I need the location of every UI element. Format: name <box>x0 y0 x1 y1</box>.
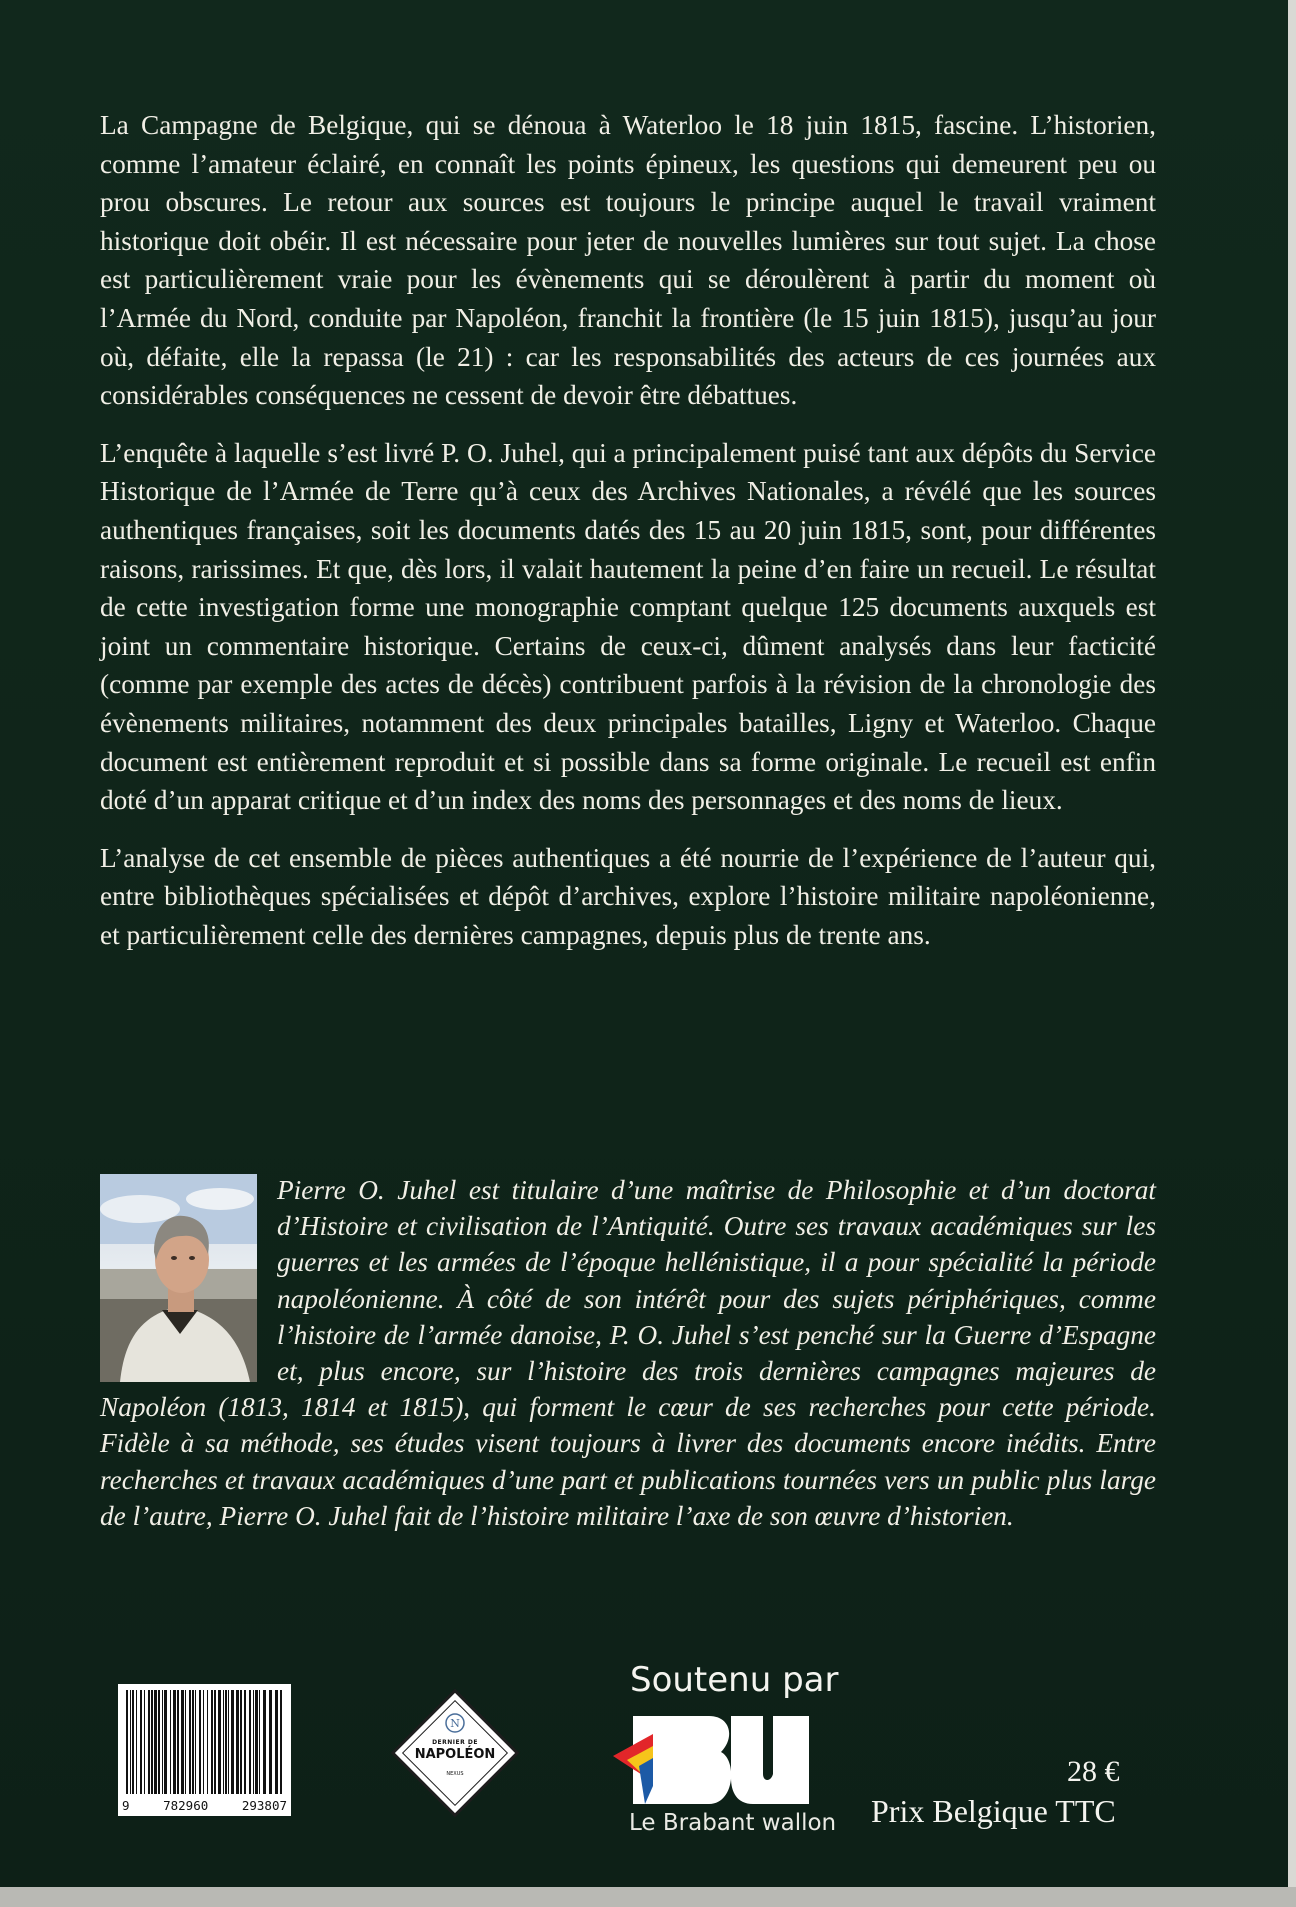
description-paragraph-3: L’analyse de cet ensemble de pièces authentiques a été nourrie de l’expérience de l’auteur qui, entre bibliothèques spécialisées et dépôt d’archives, explore l’histoire militaire napoléonienne, et particulièrement celle des dernières campagnes, depuis plus de trente ans. <box>100 842 1156 950</box>
author-section <box>100 1172 1156 1534</box>
publisher-logo <box>387 1685 523 1821</box>
scan-edge-right <box>1288 0 1296 1907</box>
sponsor-heading: Soutenu par <box>630 1660 839 1700</box>
isbn-barcode <box>118 1684 291 1816</box>
logo-small-label: NEXUS <box>446 1771 464 1777</box>
description-paragraph-1: La Campagne de Belgique, qui se dénoua à Waterloo le 18 juin 1815, fascine. L’historien, comme l’amateur éclairé, en connaît les points épineux, les questions qui demeurent peu ou prou obscures. Le retour aux sources est toujours le principe auquel le travail vraiment historique doit obéir. Il est nécessaire pour jeter de nouvelles lumières sur tout sujet. La chose est particulièrement vraie pour les évènements qui se déroulèrent à partir du moment où l’Armée du Nord, conduite par Napoléon, franchit la frontière (le 15 juin 1815), jusqu’au jour où, défaite, elle la repassa (le 21) : car les responsabilités des acteurs de ces journées aux considérables conséquences ne cessent de devoir être débattues. <box>100 110 1156 411</box>
barcode-digit-group-1: 782960 <box>163 1798 209 1813</box>
price-label: Prix Belgique TTC <box>871 1793 1116 1829</box>
barcode-digit-lead: 9 <box>122 1798 130 1813</box>
author-portrait-icon <box>100 1174 257 1382</box>
logo-top-label: DERNIER DE <box>432 1739 478 1746</box>
logo-letter: N <box>450 1717 460 1730</box>
logo-main-label: NAPOLÉON <box>414 1747 496 1762</box>
author-photo <box>100 1174 257 1382</box>
brabant-wallon-logo-icon <box>613 1712 819 1808</box>
barcode-digit-group-2: 293807 <box>241 1798 287 1813</box>
scan-edge-bottom <box>0 1887 1296 1907</box>
sponsor-name: Le Brabant wallon <box>629 1810 837 1836</box>
author-bio: Pierre O. Juhel est titulaire d’une maîtrise de Philosophie et d’un doctorat d’Histoire et civilisation de l’Antiquité. Outre ses travaux académiques sur les guerres et les armées de l’époque hellénistique, il a pour spécialité la période napoléonienne. À côté de son intérêt pour des sujets périphériques, comme l’histoire de l’armée danoise, P. O. Juhel s’est penché sur la Guerre d’Espagne et, plus encore, sur l’histoire des trois dernières campagnes majeures de Napoléon (1813, 1814 et 1815), qui forment le cœur de ses recherches pour cette période. Fidèle à sa méthode, ses études visent toujours à livrer des documents encore inédits. Entre recherches et travaux académiques d’une part et publications tournées vers un public plus large de l’autre, Pierre O. Juhel fait de l’histoire militaire l’axe de son œuvre d’historien. <box>100 1175 1156 1531</box>
barcode-icon <box>124 1690 285 1794</box>
description-paragraph-2: L’enquête à laquelle s’est livré P. O. Juhel, qui a principalement puisé tant aux dépôts du Service Historique de l’Armée de Terre qu’à ceux des Archives Nationales, a révélé que les sources authentiques françaises, soit les documents datés des 15 au 20 juin 1815, sont, pour différentes raisons, rarissimes. Et que, dès lors, il valait hautement la peine d’en faire un recueil. Le résultat de cette investigation forme une monographie comptant quelque 125 documents auxquels est joint un commentaire historique. Certains de ceux-ci, dûment analysés dans leur facticité (comme par exemple des actes de décès) contribuent parfois à la révision de la chronologie des évènements militaires, notamment des deux principales batailles, Ligny et Waterloo. Chaque document est entièrement reproduit et si possible dans sa forme originale. Le recueil est enfin doté d’un apparat critique et d’un index des noms des personnages et des noms de lieux. <box>100 437 1156 816</box>
barcode-digits <box>122 1798 287 1813</box>
book-description <box>100 106 1156 973</box>
price-amount: 28 € <box>1067 1755 1120 1788</box>
